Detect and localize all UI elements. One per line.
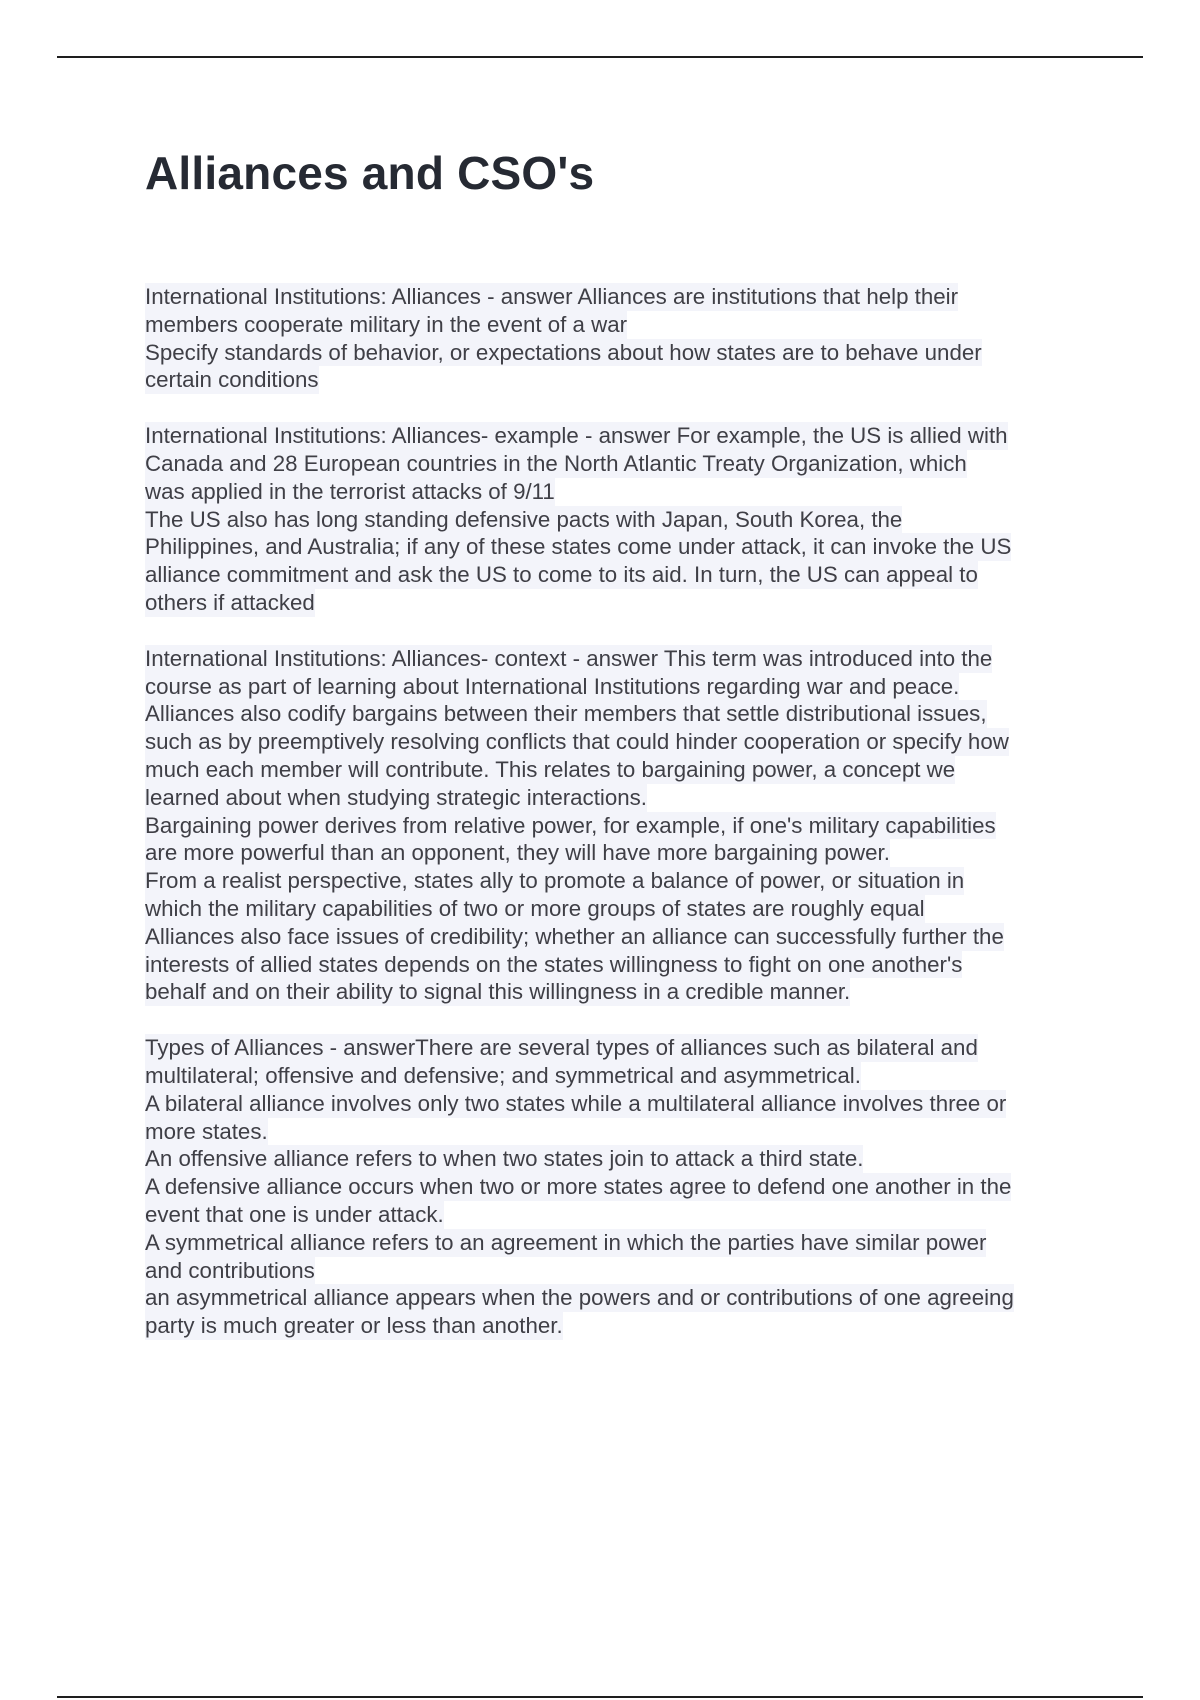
document-body	[145, 283, 1095, 1368]
bottom-divider	[57, 1696, 1143, 1698]
top-divider	[57, 56, 1143, 58]
qa-block	[145, 1034, 1095, 1340]
text-line: From a realist perspective, states ally to promote a balance of power, or situation in	[145, 868, 965, 894]
text-line: event that one is under attack.	[145, 1201, 444, 1227]
text-line: A bilateral alliance involves only two states while a multilateral alliance involves three or	[145, 1090, 1007, 1116]
text-line: International Institutions: Alliances - answer Alliances are institutions that help their	[145, 284, 959, 309]
text-line: course as part of learning about International Institutions regarding war and peace.	[145, 673, 960, 699]
text-line: behalf and on their ability to signal this willingness in a credible manner.	[145, 979, 851, 1005]
text-line: Alliances also codify bargains between their members that settle distributional issues,	[145, 701, 987, 727]
text-line: Bargaining power derives from relative power, for example, if one's military capabilities	[145, 812, 996, 838]
text-line: learned about when studying strategic interactions.	[145, 784, 647, 810]
qa-block	[145, 645, 1095, 1006]
text-line: and contributions	[145, 1257, 315, 1283]
text-line: The US also has long standing defensive pacts with Japan, South Korea, the	[145, 506, 903, 532]
page-title: Alliances and CSO's	[145, 147, 595, 199]
text-line: A symmetrical alliance refers to an agreement in which the parties have similar power	[145, 1229, 987, 1255]
text-line: was applied in the terrorist attacks of 9/11	[145, 478, 555, 504]
text-line: interests of allied states depends on the states willingness to fight on one another's	[145, 951, 963, 977]
text-line: party is much greater or less than another.	[145, 1313, 563, 1339]
text-line: an asymmetrical alliance appears when the powers and or contributions of one agreeing	[145, 1285, 1014, 1311]
text-line: which the military capabilities of two or more groups of states are roughly equal	[145, 895, 925, 921]
text-line: An offensive alliance refers to when two states join to attack a third state.	[145, 1146, 864, 1172]
text-line: Alliances also face issues of credibility; whether an alliance can successfully further the	[145, 923, 1004, 949]
text-line: Philippines, and Australia; if any of these states come under attack, it can invoke the US	[145, 534, 1012, 560]
text-line: much each member will contribute. This relates to bargaining power, a concept we	[145, 756, 956, 782]
text-line: certain conditions	[145, 367, 319, 393]
qa-block	[145, 283, 1095, 394]
qa-block	[145, 422, 1095, 617]
text-line: International Institutions: Alliances- example - answer For example, the US is allied with	[145, 423, 1008, 449]
text-line: multilateral; offensive and defensive; and symmetrical and asymmetrical.	[145, 1062, 861, 1088]
text-line: Specify standards of behavior, or expectations about how states are to behave under	[145, 339, 982, 365]
text-line: International Institutions: Alliances- context - answer This term was introduced into the	[145, 645, 993, 671]
text-line: members cooperate military in the event of a war	[145, 311, 628, 337]
text-line: Types of Alliances - answerThere are several types of alliances such as bilateral and	[145, 1035, 978, 1061]
text-line: are more powerful than an opponent, they will have more bargaining power.	[145, 840, 890, 866]
text-line: such as by preemptively resolving conflicts that could hinder cooperation or specify how	[145, 729, 1009, 755]
text-line: others if attacked	[145, 589, 315, 615]
text-line: Canada and 28 European countries in the North Atlantic Treaty Organization, which	[145, 450, 967, 476]
text-line: alliance commitment and ask the US to come to its aid. In turn, the US can appeal to	[145, 562, 978, 588]
text-line: more states.	[145, 1118, 268, 1144]
text-line: A defensive alliance occurs when two or more states agree to defend one another in the	[145, 1174, 1012, 1200]
